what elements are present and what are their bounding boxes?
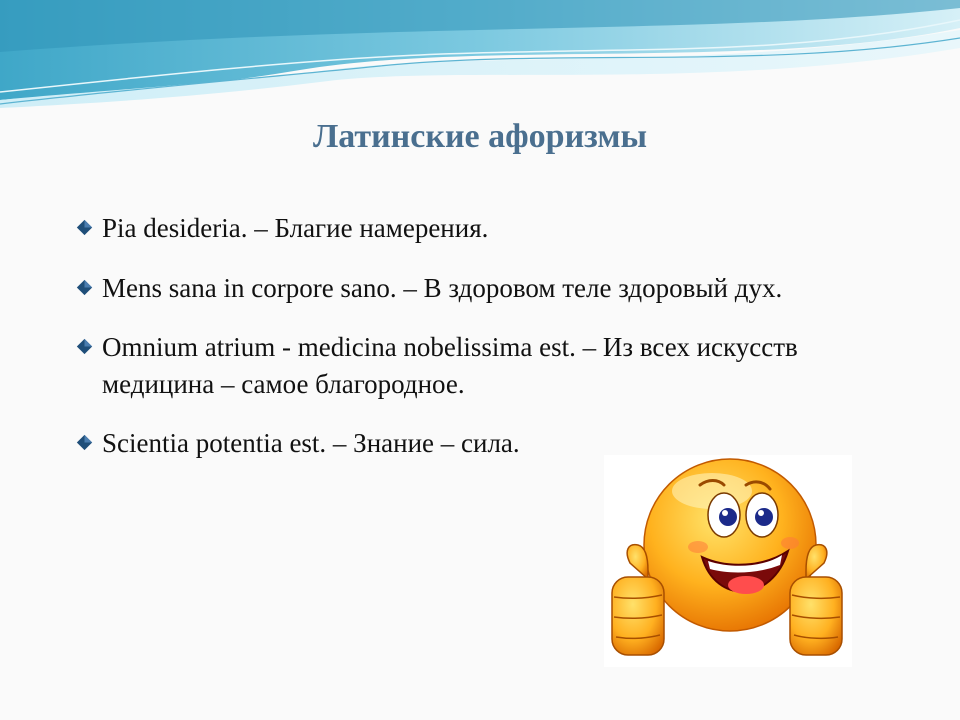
- diamond-bullet-icon: [76, 279, 93, 296]
- diamond-bullet-icon: [76, 434, 93, 451]
- wave-header-decoration: [0, 0, 960, 130]
- list-item-text: Omnium atrium - medicina nobelissima est. – Из всех искусств медицина – самое благородное.: [102, 332, 798, 399]
- smiley-thumbs-up-icon: [604, 455, 852, 667]
- list-item: [74, 270, 874, 307]
- list-item: [74, 210, 874, 247]
- list-item: [74, 329, 874, 403]
- list-item-text: Mens sana in corpore sano. – В здоровом теле здоровый дух.: [102, 273, 783, 303]
- list-item-text: Pia desideria. – Благие намерения.: [102, 213, 489, 243]
- diamond-bullet-icon: [76, 338, 93, 355]
- slide-title: Латинские афоризмы: [312, 118, 648, 155]
- list-item-text: Scientia potentia est. – Знание – сила.: [102, 428, 520, 458]
- diamond-bullet-icon: [76, 219, 93, 236]
- bullet-list: [74, 210, 874, 484]
